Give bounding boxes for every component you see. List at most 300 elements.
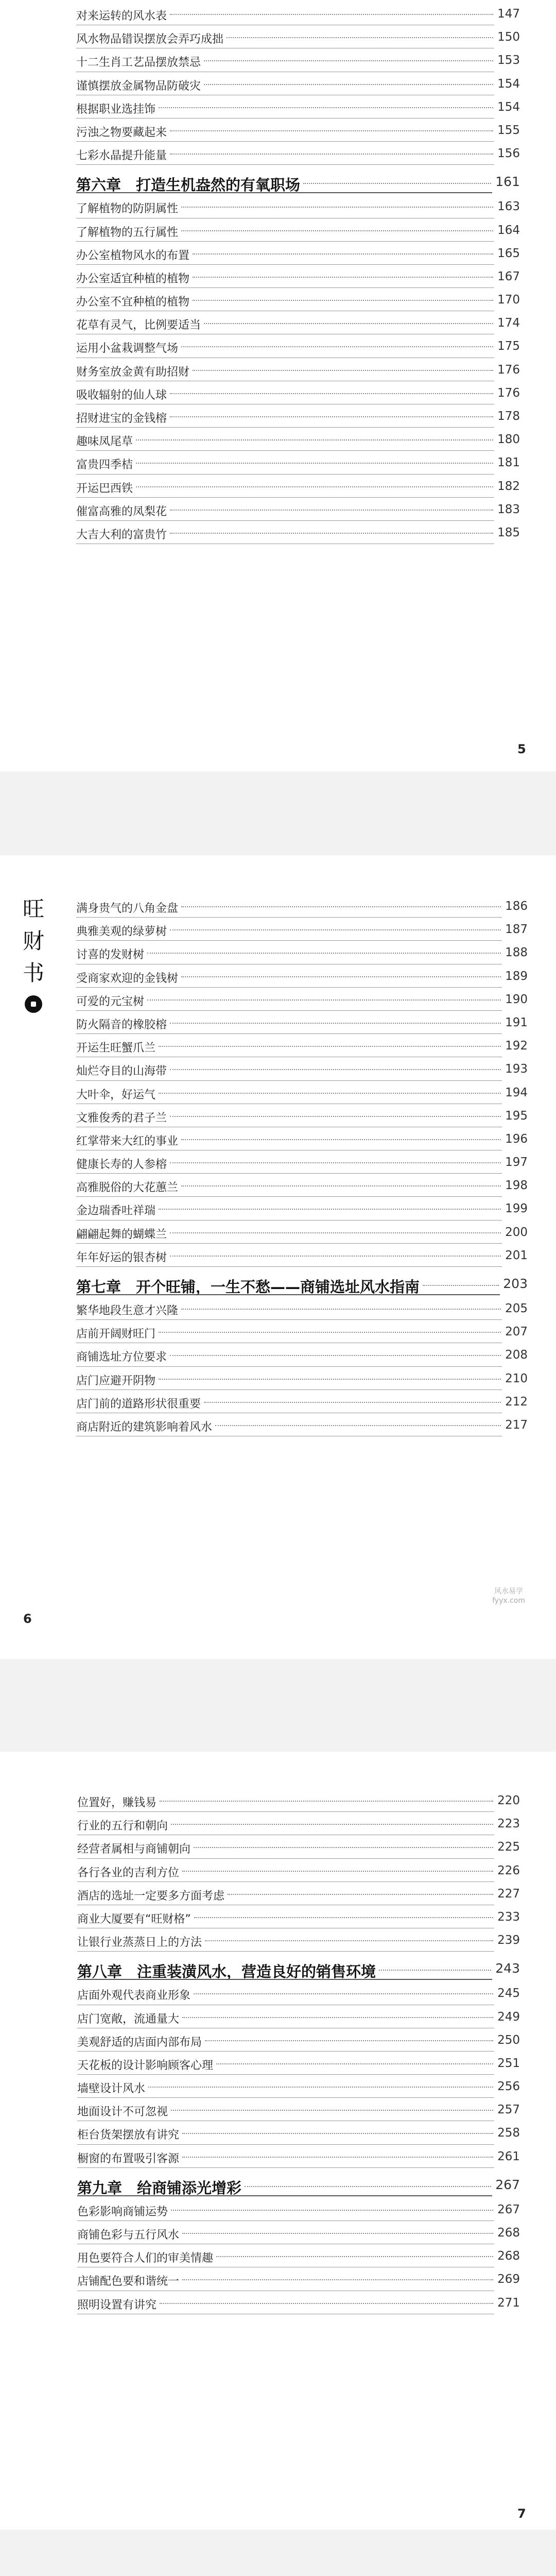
- dot-leader: [194, 1993, 493, 1994]
- toc-entry-page: 188: [505, 946, 528, 960]
- toc-entry-page: 156: [497, 147, 520, 161]
- watermark: [492, 1587, 525, 1605]
- entry-underline: [77, 2167, 494, 2168]
- toc-entry: [76, 1176, 528, 1199]
- toc-entry: [77, 1984, 520, 2007]
- dot-leader: [147, 953, 501, 954]
- dot-leader: [181, 207, 493, 208]
- toc-entry-title: 商铺选址方位要求: [76, 1351, 167, 1364]
- toc-entry-page: 165: [497, 246, 520, 260]
- dot-leader: [204, 1402, 501, 1403]
- dot-leader: [136, 439, 493, 440]
- toc-entry-page: 176: [497, 363, 520, 377]
- toc-entry-page: 250: [497, 2033, 520, 2047]
- toc-entry: [76, 453, 520, 476]
- dot-leader: [182, 1871, 493, 1872]
- entry-underline: [77, 2051, 494, 2052]
- dot-leader: [245, 2186, 491, 2187]
- entry-underline: [77, 1811, 494, 1812]
- dot-leader: [227, 37, 493, 38]
- side-char: 财: [22, 928, 44, 954]
- entry-underline: [77, 2074, 494, 2075]
- page-number: 6: [23, 1612, 32, 1626]
- toc-page-3: [0, 1752, 556, 2530]
- toc-entry: [77, 2100, 520, 2123]
- toc-entry-page: 245: [497, 1987, 520, 2001]
- toc-entry-page: 269: [497, 2273, 520, 2286]
- toc-entry-title: 催富高雅的凤梨花: [76, 505, 167, 518]
- toc-entry-title: 了解植物的五行属性: [76, 226, 179, 239]
- toc-entry: [77, 2246, 520, 2269]
- dot-leader: [170, 14, 493, 15]
- toc-entry-page: 147: [497, 7, 520, 21]
- toc-entry-title: 美观舒适的店面内部布局: [77, 2036, 202, 2049]
- toc-entry: [76, 1392, 528, 1415]
- entry-underline: [76, 1243, 502, 1244]
- dot-leader: [182, 2017, 493, 2018]
- toc-entry-title: 商店附近的建筑影响着风水: [76, 1420, 213, 1434]
- toc-entry-page: 197: [505, 1156, 528, 1170]
- toc-entry-page: 268: [497, 2249, 520, 2263]
- toc-entry: [77, 1837, 520, 1860]
- toc-entry-page: 200: [505, 1225, 528, 1239]
- toc-entry-page: 226: [497, 1863, 520, 1877]
- toc-entry-title: 招财进宝的金钱榕: [76, 412, 167, 425]
- toc-entry-title: 位置好，赚钱易: [77, 1797, 157, 1809]
- dot-leader: [159, 1046, 501, 1047]
- toc-entry-title: 文雅俊秀的君子兰: [76, 1111, 167, 1125]
- toc-entry: [76, 1322, 528, 1345]
- toc-entry-title: 吸收辐射的仙人球: [76, 388, 167, 402]
- toc-entry-title: 可爱的元宝树: [76, 995, 145, 1008]
- entry-underline: [76, 917, 502, 918]
- toc-entry: [76, 1083, 528, 1106]
- toc-entry: [77, 2223, 520, 2246]
- dot-leader: [204, 60, 493, 61]
- toc-entry-title: 灿烂夺目的山海带: [76, 1065, 167, 1078]
- toc-entry: [76, 1153, 528, 1176]
- side-char: 书: [22, 960, 44, 986]
- dot-leader: [170, 416, 493, 417]
- dot-leader: [228, 1894, 493, 1895]
- toc-entry: [77, 2030, 520, 2054]
- entry-underline: [76, 264, 494, 265]
- entry-underline: [76, 164, 494, 165]
- dot-leader: [160, 1801, 493, 1802]
- toc-entry-page: 256: [497, 2080, 520, 2094]
- toc-entry-title: 污浊之物要藏起来: [76, 126, 167, 139]
- toc-entry-title: 年年好运的银杏树: [76, 1251, 167, 1264]
- page-number: 5: [517, 742, 526, 756]
- toc-entry: [76, 4, 520, 27]
- dot-leader: [204, 323, 493, 324]
- dot-leader: [170, 130, 493, 131]
- toc-entry-title: 酒店的选址一定要多方面考虑: [77, 1889, 225, 1903]
- toc-entry-page: 208: [505, 1348, 528, 1362]
- toc-chapter-heading: [76, 1269, 528, 1299]
- toc-entry-title: 照明设置有讲究: [77, 2298, 157, 2312]
- toc-entry-title: 受商家欢迎的金钱树: [76, 972, 179, 985]
- dot-leader: [215, 1425, 501, 1426]
- entry-underline: [76, 1220, 502, 1221]
- toc-entry: [77, 2269, 520, 2293]
- toc-entry: [77, 1814, 520, 1837]
- toc-entry: [76, 1369, 528, 1392]
- dot-leader: [181, 1309, 501, 1310]
- toc-entry-title: 橱窗的布置吸引客源: [77, 2152, 180, 2165]
- toc-entry-page: 225: [497, 1840, 520, 1854]
- toc-entry-title: 对来运转的风水表: [76, 10, 167, 23]
- entry-underline: [76, 1266, 502, 1267]
- dot-leader: [170, 1256, 501, 1257]
- toc-entry-page: 223: [497, 1817, 520, 1831]
- toc-entry: [76, 290, 520, 313]
- toc-entry: [76, 500, 520, 523]
- toc-entry-title: 第九章 给商铺添光增彩: [77, 2179, 242, 2197]
- logo-mark-icon: [25, 995, 42, 1013]
- dot-leader: [170, 154, 493, 155]
- entry-underline: [76, 1366, 502, 1367]
- toc-entry-page: 180: [497, 433, 520, 447]
- toc-entry-title: 根据职业选挂饰: [76, 103, 156, 116]
- toc-entry: [76, 383, 520, 406]
- toc-entry: [76, 990, 528, 1013]
- dot-leader: [159, 107, 493, 108]
- toc-entry-title: 大叶伞，好运气: [76, 1088, 156, 1101]
- toc-entry-page: 207: [505, 1325, 528, 1339]
- dot-leader: [216, 2063, 493, 2064]
- entry-underline: [76, 1033, 502, 1034]
- dot-leader: [181, 230, 493, 231]
- toc-entry: [76, 523, 520, 546]
- toc-entry-title: 满身贵气的八角金盘: [76, 902, 179, 915]
- toc-entry-title: 财务室放金黄有助招财: [76, 365, 190, 379]
- dot-leader: [181, 346, 493, 347]
- toc-entry-page: 194: [505, 1086, 528, 1099]
- entry-underline: [76, 1294, 500, 1295]
- dot-leader: [181, 1139, 501, 1140]
- toc-entry-title: 柜台货架摆放有讲究: [77, 2129, 180, 2142]
- toc-entry-page: 154: [497, 100, 520, 114]
- toc-entry-title: 金边瑞香吐祥瑞: [76, 1205, 156, 1218]
- toc-entry: [77, 2123, 520, 2146]
- entry-underline: [77, 1979, 492, 1980]
- toc-entry-title: 高雅脱俗的大花蕙兰: [76, 1181, 179, 1195]
- toc-entry-title: 天花板的设计影响顾客心理: [77, 2059, 214, 2072]
- toc-entry-page: 227: [497, 1887, 520, 1901]
- toc-entry: [76, 967, 528, 990]
- toc-entry: [76, 1246, 528, 1269]
- toc-entry-page: 190: [505, 992, 528, 1006]
- dot-leader: [170, 510, 493, 511]
- toc-entry: [76, 97, 520, 121]
- entry-underline: [77, 2144, 494, 2145]
- dot-leader: [159, 1332, 501, 1333]
- dot-leader: [171, 2110, 493, 2111]
- toc-entry-page: 181: [497, 456, 520, 470]
- toc-entry: [76, 1059, 528, 1082]
- toc-entry-page: 201: [505, 1248, 528, 1262]
- toc-entry-page: 212: [505, 1395, 528, 1409]
- toc-entry: [76, 221, 520, 244]
- toc-entry: [76, 1036, 528, 1059]
- entry-underline: [76, 987, 502, 988]
- toc-chapter-heading: [76, 167, 520, 197]
- toc-entry-title: 店铺配色要和谐统一: [77, 2275, 180, 2289]
- dot-leader: [170, 533, 493, 534]
- dot-leader: [170, 1069, 501, 1070]
- watermark-line: 风水易学: [494, 1587, 524, 1596]
- toc-entry-page: 220: [497, 1794, 520, 1807]
- toc-entry: [77, 1930, 520, 1954]
- toc-entry-title: 七彩水晶提升能量: [76, 149, 167, 163]
- entry-underline: [76, 1196, 502, 1197]
- toc-entry-page: 217: [505, 1418, 528, 1432]
- toc-entry-title: 商业大厦要有“旺财格”: [77, 1912, 191, 1926]
- toc-entry: [76, 920, 528, 943]
- toc-entry: [76, 1129, 528, 1153]
- entry-underline: [76, 450, 494, 451]
- toc-list: [76, 896, 528, 1438]
- toc-entry-page: 167: [497, 269, 520, 283]
- toc-list: [76, 4, 520, 546]
- toc-entry-title: 谨慎摆放金属物品防破灾: [76, 79, 201, 93]
- toc-entry-page: 198: [505, 1179, 528, 1193]
- dot-leader: [170, 393, 493, 394]
- toc-entry-page: 195: [505, 1109, 528, 1123]
- dot-leader: [170, 1162, 501, 1163]
- dot-leader: [205, 1940, 493, 1941]
- toc-entry-title: 红掌带来大红的事业: [76, 1134, 179, 1148]
- dot-leader: [160, 2303, 493, 2304]
- dot-leader: [216, 2256, 493, 2257]
- entry-underline: [76, 940, 502, 941]
- toc-entry-title: 开运生旺蟹爪兰: [76, 1042, 156, 1055]
- toc-entry: [76, 244, 520, 267]
- dot-leader: [181, 906, 501, 907]
- toc-entry-page: 257: [497, 2103, 520, 2117]
- entry-underline: [76, 287, 494, 288]
- toc-entry-title: 繁华地段生意才兴隆: [76, 1304, 179, 1317]
- watermark-line: fyyx.com: [492, 1597, 525, 1605]
- page-gap: [0, 2530, 556, 2576]
- toc-entry-page: 251: [497, 2056, 520, 2070]
- toc-entry-page: 154: [497, 77, 520, 91]
- toc-entry-title: 墙壁设计风水: [77, 2082, 146, 2096]
- toc-entry: [77, 2007, 520, 2030]
- toc-entry-page: 164: [497, 223, 520, 237]
- entry-underline: [77, 2195, 492, 2196]
- toc-entry-title: 十二生肖工艺品摆放禁忌: [76, 56, 201, 70]
- entry-underline: [76, 427, 494, 428]
- dot-leader: [159, 1379, 501, 1380]
- entry-underline: [76, 1389, 502, 1390]
- entry-underline: [77, 1951, 494, 1952]
- toc-entry-page: 271: [497, 2296, 520, 2310]
- toc-entry-title: 店面外观代表商业形象: [77, 1989, 191, 2003]
- toc-entry-title: 办公室不宜种植的植物: [76, 296, 190, 309]
- entry-underline: [76, 241, 494, 242]
- toc-chapter-heading: [77, 1954, 520, 1984]
- toc-entry: [77, 2200, 520, 2223]
- toc-entry-title: 办公室植物风水的布置: [76, 249, 190, 262]
- toc-entry-page: 196: [505, 1132, 528, 1146]
- toc-entry: [76, 336, 520, 360]
- toc-entry-title: 运用小盆栽调整气场: [76, 342, 179, 355]
- toc-entry-title: 第八章 注重装潢风水，营造良好的销售环境: [77, 1963, 376, 1981]
- toc-entry: [76, 27, 520, 50]
- dot-leader: [182, 2279, 493, 2280]
- toc-entry-title: 用色要符合人们的审美情趣: [77, 2252, 214, 2265]
- toc-entry: [76, 406, 520, 430]
- toc-entry-title: 行业的五行和朝向: [77, 1820, 168, 1833]
- page-gap: [0, 1659, 556, 1752]
- toc-entry: [76, 1415, 528, 1438]
- toc-entry-title: 地面设计不可忽视: [77, 2106, 168, 2119]
- toc-entry-page: 267: [497, 2202, 520, 2216]
- toc-entry-page: 178: [497, 410, 520, 423]
- dot-leader: [182, 2157, 493, 2158]
- side-title: [22, 893, 45, 1016]
- toc-entry-title: 大吉大利的富贵竹: [76, 528, 167, 541]
- toc-entry-page: 150: [497, 30, 520, 44]
- toc-entry-title: 第六章 打造生机盎然的有氧职场: [76, 176, 301, 194]
- toc-entry-title: 店前开阔财旺门: [76, 1328, 156, 1341]
- toc-entry-title: 防火隔音的橡胶榕: [76, 1018, 167, 1031]
- toc-entry: [77, 1884, 520, 1907]
- toc-entry-title: 经营者属相与商铺朝向: [77, 1843, 191, 1856]
- toc-entry-page: 153: [497, 54, 520, 67]
- toc-entry: [77, 2293, 520, 2316]
- toc-entry-page: 239: [497, 1934, 520, 1947]
- toc-entry-title: 典雅美观的绿萝树: [76, 925, 167, 939]
- toc-entry-page: 199: [505, 1202, 528, 1216]
- entry-underline: [76, 1080, 502, 1081]
- dot-leader: [379, 1970, 491, 1971]
- toc-entry-title: 开运巴西铁: [76, 482, 133, 495]
- toc-entry-page: 268: [497, 2226, 520, 2240]
- dot-leader: [170, 1023, 501, 1024]
- toc-entry: [77, 2077, 520, 2100]
- toc-entry-page: 203: [503, 1276, 528, 1291]
- entry-underline: [76, 141, 494, 142]
- toc-entry-page: 261: [497, 2149, 520, 2163]
- dot-leader: [159, 1209, 501, 1210]
- toc-entry: [77, 1791, 520, 1814]
- toc-entry-page: 233: [497, 1910, 520, 1924]
- toc-entry: [76, 430, 520, 453]
- toc-entry-page: 182: [497, 479, 520, 493]
- toc-entry: [76, 144, 520, 167]
- dot-leader: [136, 486, 493, 487]
- dot-leader: [182, 2233, 493, 2234]
- toc-entry-title: 风水物品错误摆放会弄巧成拙: [76, 33, 224, 46]
- dot-leader: [147, 999, 501, 1001]
- dot-leader: [193, 370, 493, 371]
- entry-underline: [76, 520, 494, 521]
- toc-entry: [76, 1299, 528, 1322]
- toc-entry: [76, 477, 520, 500]
- toc-entry-page: 267: [495, 2177, 520, 2192]
- toc-entry-title: 店门应避开阴物: [76, 1374, 156, 1387]
- toc-entry-title: 各行各业的吉利方位: [77, 1866, 180, 1879]
- toc-entry-title: 富贵四季桔: [76, 459, 133, 472]
- toc-entry: [77, 2054, 520, 2077]
- dot-leader: [193, 253, 493, 255]
- toc-entry-title: 色彩影响商铺运势: [77, 2205, 168, 2218]
- toc-entry: [77, 2147, 520, 2170]
- side-char: 旺: [22, 896, 44, 922]
- toc-entry: [76, 1013, 528, 1036]
- toc-entry-page: 243: [495, 1961, 520, 1976]
- dot-leader: [193, 300, 493, 301]
- toc-entry-page: 258: [497, 2126, 520, 2140]
- entry-underline: [76, 1319, 502, 1320]
- dot-leader: [148, 2087, 493, 2088]
- toc-entry-title: 办公室适宜种植的植物: [76, 272, 190, 285]
- toc-entry-page: 205: [505, 1302, 528, 1315]
- dot-leader: [170, 1355, 501, 1356]
- toc-entry-title: 健康长寿的人参榕: [76, 1158, 167, 1172]
- toc-entry-page: 183: [497, 502, 520, 516]
- toc-entry-page: 210: [505, 1371, 528, 1385]
- toc-entry: [76, 121, 520, 144]
- toc-entry: [76, 74, 520, 97]
- toc-page-1: [0, 0, 556, 771]
- toc-entry: [76, 267, 520, 290]
- dot-leader: [170, 1232, 501, 1233]
- toc-entry: [76, 197, 520, 220]
- toc-entry: [77, 1907, 520, 1930]
- dot-leader: [194, 1847, 493, 1848]
- toc-entry-title: 店门宽敞，流通量大: [77, 2012, 180, 2026]
- toc-entry-title: 第七章 开个旺铺，一生不愁——商铺选址风水指南: [76, 1278, 420, 1296]
- dot-leader: [171, 1824, 493, 1825]
- toc-entry-page: 249: [497, 2010, 520, 2024]
- entry-underline: [76, 192, 492, 193]
- toc-entry: [76, 1199, 528, 1222]
- entry-underline: [77, 2097, 494, 2098]
- toc-entry: [76, 1106, 528, 1129]
- toc-entry-title: 了解植物的防阴属性: [76, 202, 179, 216]
- toc-entry-page: 185: [497, 526, 520, 539]
- toc-entry: [76, 50, 520, 74]
- toc-entry-page: 174: [497, 316, 520, 330]
- toc-entry-page: 161: [495, 174, 520, 190]
- toc-entry: [77, 1861, 520, 1884]
- toc-entry-page: 176: [497, 386, 520, 400]
- toc-entry-page: 187: [505, 923, 528, 937]
- toc-entry-title: 讨喜的发财树: [76, 948, 145, 962]
- dot-leader: [181, 976, 501, 977]
- dot-leader: [171, 2210, 493, 2211]
- dot-leader: [303, 183, 491, 184]
- dot-leader: [204, 84, 493, 85]
- entry-underline: [76, 1010, 502, 1011]
- toc-page-2: [0, 855, 556, 1659]
- toc-entry: [76, 313, 520, 336]
- toc-entry-title: 让银行业蒸蒸日上的方法: [77, 1936, 202, 1950]
- toc-chapter-heading: [77, 2170, 520, 2200]
- page-number: 7: [517, 2506, 526, 2521]
- dot-leader: [159, 1093, 501, 1094]
- toc-entry: [76, 943, 528, 966]
- toc-entry-title: 趣味凤尾草: [76, 435, 133, 449]
- entry-underline: [77, 1858, 494, 1859]
- toc-entry-title: 翩翩起舞的蝴蝶兰: [76, 1228, 167, 1241]
- toc-entry-page: 189: [505, 969, 528, 983]
- dot-leader: [194, 1917, 493, 1918]
